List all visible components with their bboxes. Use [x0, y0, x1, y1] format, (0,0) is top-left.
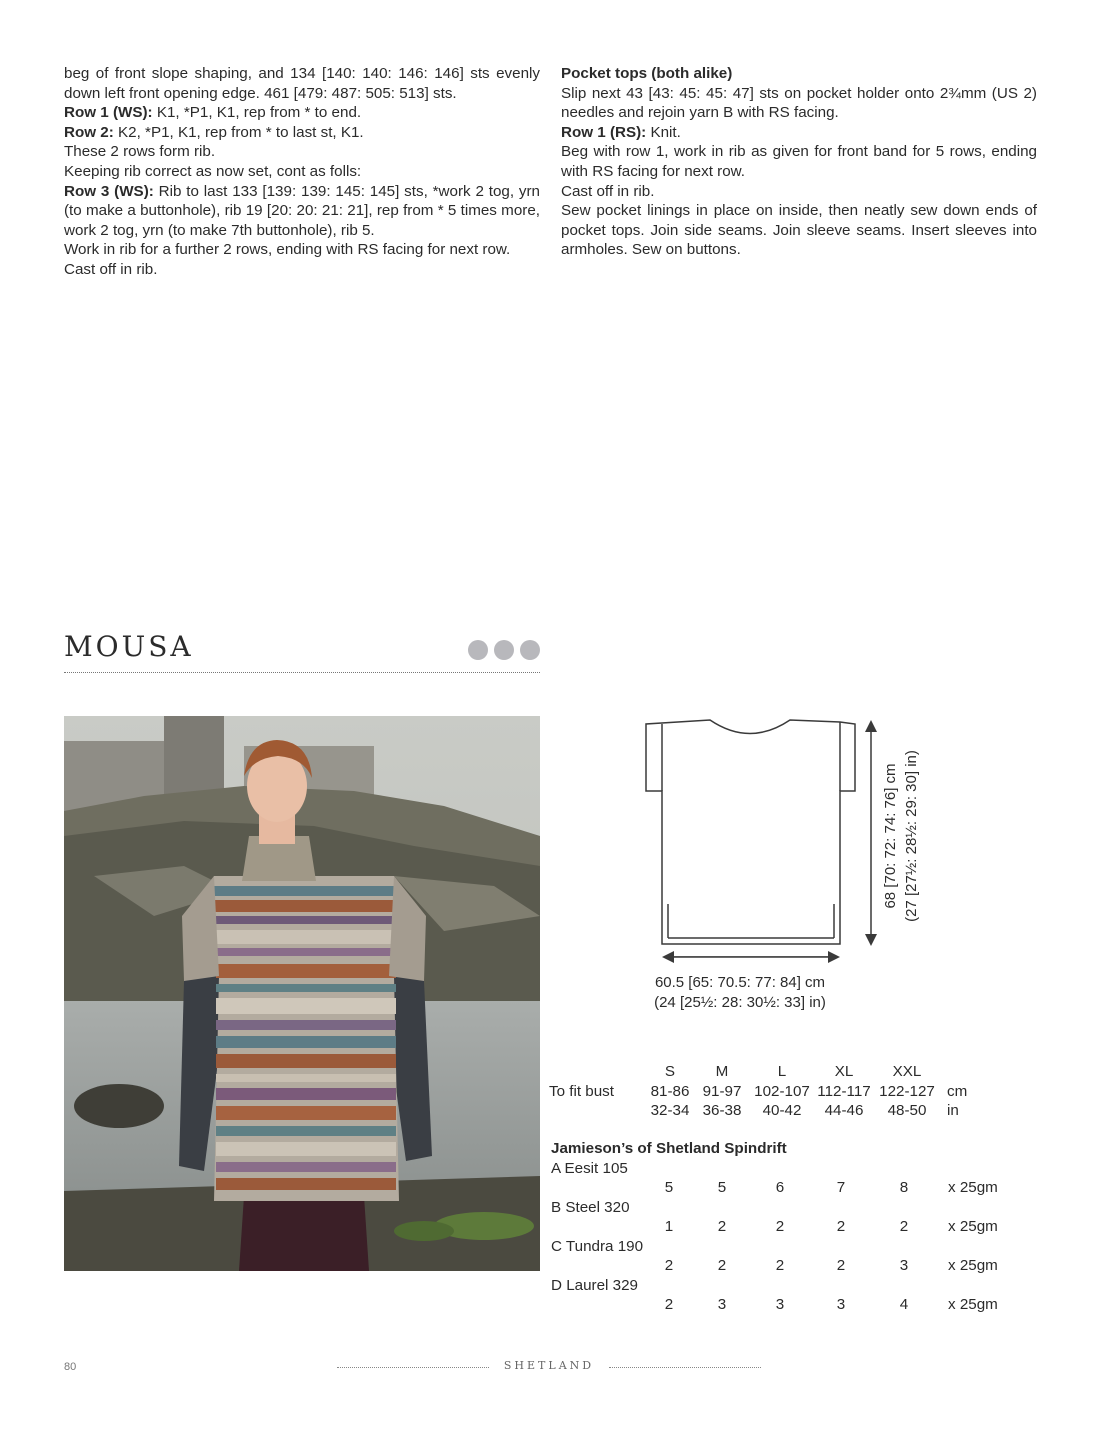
row-text: K1, *P1, K1, rep from * to end.	[152, 104, 362, 122]
yarn-qty: 2	[717, 1218, 727, 1236]
bust-cm-l: 102-107	[754, 1082, 810, 1100]
size-header-row	[549, 1062, 967, 1082]
to-fit-bust-label: To fit bust	[549, 1082, 614, 1100]
size-s: S	[664, 1063, 676, 1080]
bust-cm-xl: 112-117	[817, 1082, 871, 1100]
difficulty-dot	[494, 640, 514, 660]
paragraph: These 2 rows form rib.	[64, 143, 216, 161]
size-m: M	[715, 1063, 729, 1080]
size-xxl: XXL	[892, 1063, 922, 1080]
bust-in-s: 32-34	[650, 1102, 690, 1120]
yarn-qty: 2	[775, 1257, 785, 1275]
yarn-unit: x 25gm	[948, 1218, 998, 1236]
width-measurement-in: (24 [25½: 28: 30½: 33] in)	[654, 994, 826, 1011]
paragraph: Keeping rib correct as now set, cont as folls:	[64, 162, 362, 180]
cm-unit: cm	[947, 1082, 968, 1100]
bust-in-xl: 44-46	[824, 1102, 864, 1120]
yarn-qty: 3	[899, 1257, 909, 1275]
yarn-qty: 5	[717, 1179, 727, 1197]
yarn-qty: 1	[664, 1218, 674, 1236]
paragraph: Cast off in rib.	[64, 260, 158, 278]
length-measurement-cm: 68 [70: 72: 74: 76] cm	[882, 763, 899, 909]
yarn-colour-row	[551, 1198, 998, 1237]
yarn-qty: 7	[836, 1179, 846, 1197]
yarn-qty: 5	[664, 1179, 674, 1197]
bust-in-m: 36-38	[702, 1102, 742, 1120]
yarn-qty: 2	[664, 1257, 674, 1275]
yarn-colour-row	[551, 1237, 998, 1276]
difficulty-dot	[520, 640, 540, 660]
yarn-qty: 6	[775, 1179, 785, 1197]
yarn-qty: 8	[899, 1179, 909, 1197]
row-instruction	[64, 123, 540, 143]
model-photo	[64, 716, 540, 1271]
row-label: Row 1 (WS):	[64, 104, 153, 122]
yarn-qty: 2	[717, 1257, 727, 1275]
yarn-colour-row	[551, 1159, 998, 1198]
row-text: K2, *P1, K1, rep from * to last st, K1.	[113, 123, 364, 141]
row-text: Rib to last 133 [139: 139: 145: 145] sts, *work 2 tog, yrn (to make a buttonhole), rib 19 [20: 20: 21: 21], rep from * 5 times more, work 2 tog, yrn (to make 7th buttonhole), rib 5.	[64, 182, 540, 239]
row-text: Knit.	[646, 123, 681, 141]
paragraph: Slip next 43 [43: 45: 45: 47] sts on pocket holder onto 2¾mm (US 2) needles and rejoin yarn B with RS facing.	[561, 84, 1037, 122]
sweater-outline-diagram	[640, 712, 900, 957]
paragraph: beg of front slope shaping, and 134 [140: 140: 146: 146] sts evenly down left front opening edge. 461 [479: 487: 505: 513] sts.	[64, 65, 540, 102]
bust-in-row	[549, 1101, 967, 1121]
yarn-qty: 2	[664, 1296, 674, 1314]
instructions-left-column	[64, 64, 540, 280]
footer-rule-right	[609, 1367, 761, 1368]
yarn-qty: 3	[775, 1296, 785, 1314]
bust-cm-xxl: 122-127	[879, 1082, 935, 1100]
footer-rule-left	[337, 1367, 489, 1368]
yarn-qty: 2	[775, 1218, 785, 1236]
bust-in-l: 40-42	[762, 1102, 802, 1120]
row-label: Row 1 (RS):	[561, 123, 647, 141]
yarn-unit: x 25gm	[948, 1179, 998, 1197]
yarn-colour-name: A Eesit 105	[551, 1159, 628, 1177]
row-instruction	[64, 182, 540, 241]
size-xl: XL	[834, 1063, 854, 1080]
row-instruction	[561, 123, 1037, 143]
yarn-qty: 4	[899, 1296, 909, 1314]
yarn-colour-row	[551, 1276, 998, 1315]
yarn-qty: 2	[899, 1218, 909, 1236]
yarn-colour-name: B Steel 320	[551, 1198, 630, 1216]
yarn-colour-name: D Laurel 329	[551, 1276, 638, 1294]
yarn-qty: 2	[836, 1218, 846, 1236]
model-photo-illustration	[64, 716, 540, 1271]
length-measurement-in: (27 [27½: 28½: 29: 30] in)	[903, 750, 920, 922]
row-label: Row 3 (WS):	[64, 182, 154, 200]
pattern-title: MOUSA	[64, 630, 194, 663]
paragraph: Work in rib for a further 2 rows, ending with RS facing for next row.	[64, 241, 511, 259]
page-number: 80	[64, 1361, 77, 1373]
yarn-qty: 3	[717, 1296, 727, 1314]
instructions-right-column	[561, 64, 1037, 260]
paragraph: Cast off in rib.	[561, 182, 655, 200]
width-arrow	[640, 948, 860, 966]
title-divider	[64, 672, 540, 673]
yarn-qty: 2	[836, 1257, 846, 1275]
bust-cm-m: 91-97	[702, 1082, 742, 1100]
bust-in-xxl: 48-50	[887, 1102, 927, 1120]
row-label: Row 2:	[64, 123, 114, 141]
bust-cm-row	[549, 1082, 967, 1102]
in-unit: in	[947, 1102, 959, 1120]
bust-cm-s: 81-86	[650, 1082, 690, 1100]
yarn-unit: x 25gm	[948, 1296, 998, 1314]
row-instruction	[64, 103, 540, 123]
difficulty-dot	[468, 640, 488, 660]
footer-publication: SHETLAND	[503, 1359, 595, 1372]
yarn-unit: x 25gm	[948, 1257, 998, 1275]
yarn-title: Jamieson’s of Shetland Spindrift	[551, 1140, 787, 1157]
yarn-requirements	[551, 1139, 998, 1315]
garment-schematic	[640, 712, 900, 962]
size-l: L	[777, 1063, 787, 1080]
difficulty-rating	[468, 640, 540, 660]
yarn-qty: 3	[836, 1296, 846, 1314]
yarn-colour-name: C Tundra 190	[551, 1237, 644, 1255]
section-heading: Pocket tops (both alike)	[561, 65, 733, 82]
sizes-table	[549, 1062, 967, 1121]
width-measurement-cm: 60.5 [65: 70.5: 77: 84] cm	[654, 974, 826, 991]
paragraph: Sew pocket linings in place on inside, then neatly sew down ends of pocket tops. Join side seams. Join sleeve seams. Insert sleeves into armholes. Sew on buttons.	[561, 202, 1037, 259]
paragraph: Beg with row 1, work in rib as given for front band for 5 rows, ending with RS facing for next row.	[561, 143, 1037, 180]
